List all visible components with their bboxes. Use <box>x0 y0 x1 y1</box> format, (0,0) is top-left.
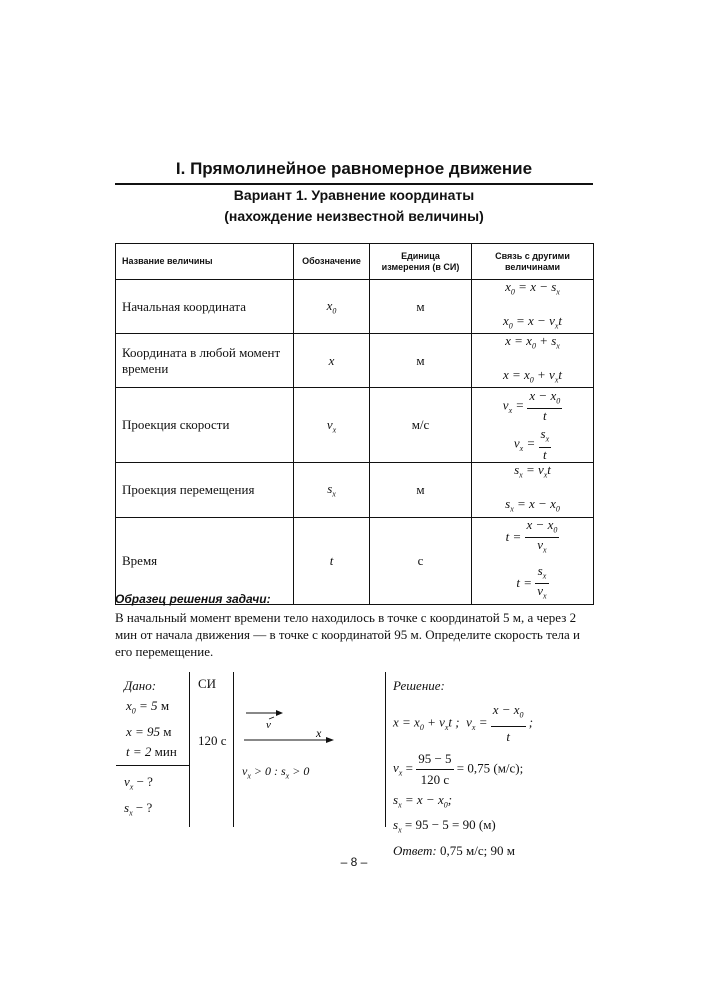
given-block <box>124 676 177 762</box>
header-unit: Единица измерения (в СИ) <box>370 244 472 280</box>
given-label: Дано: <box>124 678 157 693</box>
answer-label: Ответ: <box>393 842 437 858</box>
title-underline <box>115 183 593 185</box>
answer-value: 0,75 м/с; 90 м <box>440 842 515 858</box>
solution-separator <box>385 672 386 827</box>
row-symbol: $x_0$ <box>294 280 370 334</box>
row-unit: м <box>370 280 472 334</box>
variant-title: Вариант 1. Уравнение координаты <box>233 187 475 203</box>
axis-label: x <box>316 726 322 740</box>
unknown-item: $s_x$ − ? <box>124 799 153 818</box>
row-relations: $s_x = v_xt$ $s_x = x - x_0$ <box>472 463 594 517</box>
row-symbol: t <box>294 517 370 604</box>
row-name: Проекция перемещения <box>116 463 294 517</box>
velocity-label: v <box>266 719 271 731</box>
row-name: Начальная координата <box>116 280 294 334</box>
table-row <box>116 463 594 517</box>
header-name: Название величины <box>116 244 294 280</box>
solution-line: $v_x$ = $\frac{95 - 5}{120 с}$ = 0,75 (м/с); <box>393 750 524 787</box>
row-unit: м <box>370 463 472 517</box>
row-name: Проекция скорости <box>116 388 294 463</box>
row-relations: $x = x_0 + s_x$ $x = x_0 + v_xt$ <box>472 334 594 388</box>
si-diagram-separator <box>233 672 234 827</box>
given-item: x = 95 м <box>126 723 172 739</box>
problem-text: В начальный момент времени тело находилось в точке с координатой 5 м, а через 2 мин от начала движения — в точке с координатой 95 м. Определите скорость тела и его перемещение. <box>115 610 581 659</box>
unknown-item: $v_x$ − ? <box>124 774 153 792</box>
row-unit: с <box>370 517 472 604</box>
row-unit: м <box>370 334 472 388</box>
header-symbol: Обозначение <box>294 244 370 280</box>
row-name: Время <box>116 517 294 604</box>
given-item: t = 2 мин <box>126 743 177 759</box>
solution-line: $x = x_0 + v_xt$ ; $v_x$ = $\frac{x - x_0}{t}$ ; <box>393 702 534 744</box>
given-item: $x_0 = 5$ м <box>126 698 170 716</box>
quantities-table <box>115 243 594 605</box>
example-heading: Образец решения задачи: <box>115 592 271 606</box>
row-symbol: x <box>294 334 370 388</box>
header-relations: Связь с другими величинами <box>472 244 594 280</box>
table-header-row <box>116 244 594 280</box>
condition-text: $v_x > 0$ : $s_x > 0$ <box>242 764 310 781</box>
chapter-title: I. Прямолинейное равномерное движение <box>175 159 533 178</box>
solution-label: Решение: <box>393 678 445 693</box>
solution-line: $s_x = 95 - 5 = 90$ (м) <box>393 817 496 835</box>
table-row <box>116 334 594 388</box>
si-value: 120 с <box>198 733 227 748</box>
solution-line: $s_x = x - x_0$; <box>393 791 453 810</box>
unknowns-block <box>124 772 153 823</box>
row-relations: t = $\frac{x - x_0}{v_x}$ t = $\frac{s_x}{v_x}$ <box>472 517 594 604</box>
variant-subtitle: (нахождение неизвестной величины) <box>224 208 484 224</box>
solution-block <box>393 676 533 861</box>
si-label: СИ <box>198 676 217 691</box>
row-relations: $v_x$ = $\frac{x - x_0}{t}$ $v_x$ = $\frac{s_x}{t}$ <box>472 388 594 463</box>
row-symbol: $v_x$ <box>294 388 370 463</box>
row-name: Координата в любой момент времени <box>116 334 294 388</box>
row-relations: $x_0 = x - s_x$ $x_0 = x - v_xt$ <box>472 280 594 334</box>
page-number: – 8 – <box>340 855 368 869</box>
row-symbol: $s_x$ <box>294 463 370 517</box>
row-unit: м/с <box>370 388 472 463</box>
given-si-separator <box>189 672 190 827</box>
given-divider <box>116 765 189 766</box>
table-row <box>116 280 594 334</box>
table-row <box>116 388 594 463</box>
